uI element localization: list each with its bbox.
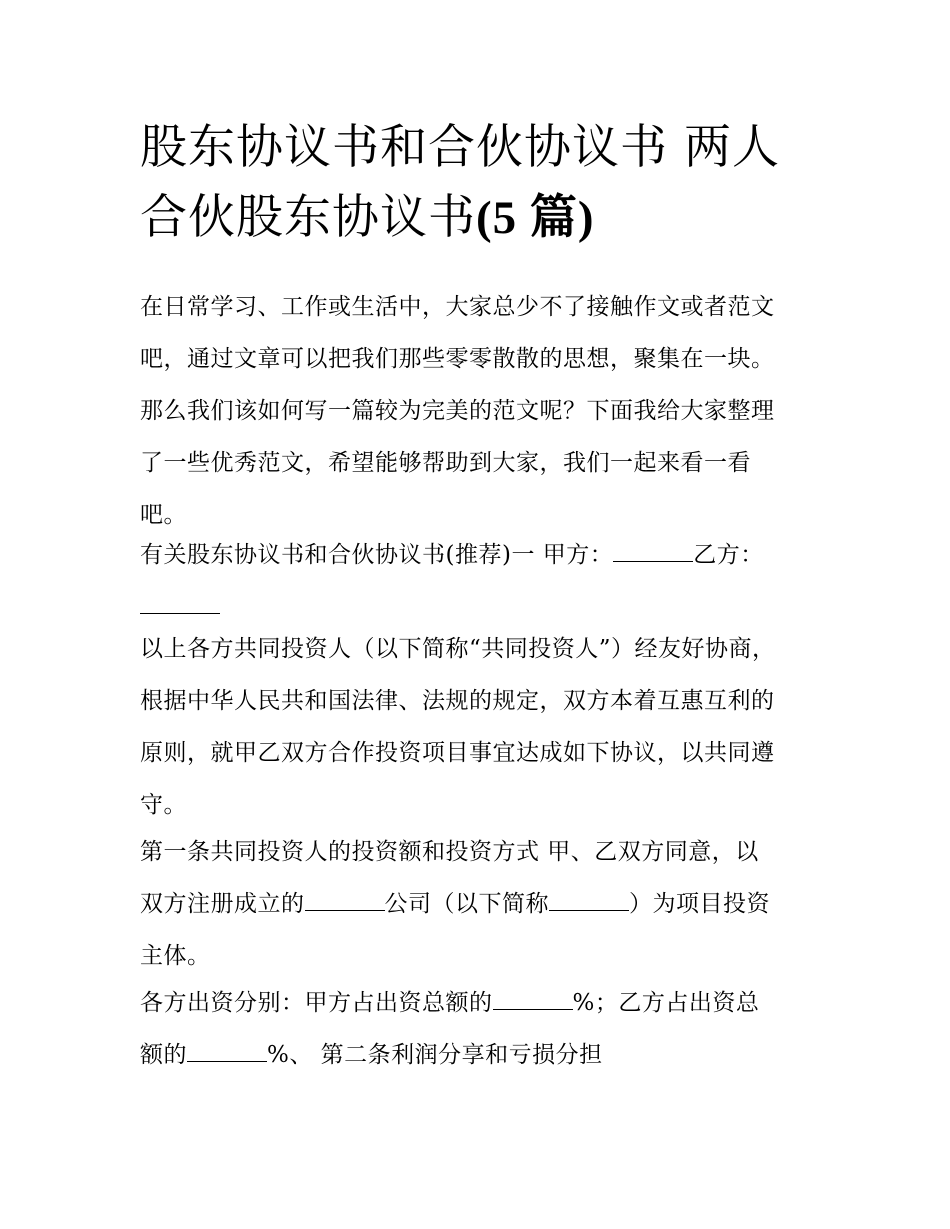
section-heading xyxy=(140,529,820,633)
investors-line: 根据中华人民共和国法律、法规的规定，双方本着互惠互利的 xyxy=(140,688,775,714)
intro-line: 了一些优秀范文，希望能够帮助到大家，我们一起来看一看 xyxy=(140,450,751,476)
party-b-share-blank xyxy=(187,1041,267,1062)
article-one-text-b: 公司（以下简称 xyxy=(384,891,549,917)
contribution-text-a: 各方出资分别：甲方占出资总额的 xyxy=(140,990,493,1016)
contribution-paragraph xyxy=(140,977,820,1081)
contribution-text-b: %；乙方占出资总 xyxy=(572,990,760,1016)
investors-line: 守。 xyxy=(140,792,187,818)
title-line-2 xyxy=(140,183,830,253)
article-one-text-c: ）为项目投资 xyxy=(629,891,770,917)
party-a-blank xyxy=(613,541,693,562)
title-line-1: 股东协议书和合伙协议书 两人 xyxy=(140,120,780,175)
contribution-line-2 xyxy=(140,1029,820,1081)
company-name-blank xyxy=(305,890,385,911)
article-one-paragraph xyxy=(140,826,820,982)
intro-paragraph xyxy=(140,281,820,541)
document-title xyxy=(140,113,830,253)
article-one-line-1: 第一条共同投资人的投资额和投资方式 甲、乙双方同意，以 xyxy=(140,839,759,865)
party-b-blank xyxy=(140,593,220,614)
contribution-text-d: %、 第二条利润分享和亏损分担 xyxy=(267,1042,603,1068)
intro-line: 吧，通过文章可以把我们那些零零散散的思想，聚集在一块。 xyxy=(140,346,775,372)
title-count: (5 篇) xyxy=(476,192,595,244)
investors-line: 原则，就甲乙双方合作投资项目事宜达成如下协议，以共同遵 xyxy=(140,740,775,766)
investors-paragraph xyxy=(140,623,820,831)
intro-line: 在日常学习、工作或生活中，大家总少不了接触作文或者范文 xyxy=(140,294,775,320)
article-one-line-3: 主体。 xyxy=(140,943,211,969)
section-heading-line xyxy=(140,529,820,581)
party-a-share-blank xyxy=(493,989,573,1010)
contribution-line-1 xyxy=(140,977,820,1029)
article-one-text-a: 双方注册成立的 xyxy=(140,891,305,917)
contribution-text-c: 额的 xyxy=(140,1042,187,1068)
investors-line: 以上各方共同投资人（以下简称“共同投资人”）经友好协商， xyxy=(140,636,776,662)
intro-line: 吧。 xyxy=(140,502,187,528)
company-short-name-blank xyxy=(549,890,629,911)
party-b-label: 乙方： xyxy=(693,542,764,568)
section-heading-text: 有关股东协议书和合伙协议书(推荐)一 甲方： xyxy=(140,542,614,568)
article-one-line-2 xyxy=(140,878,820,930)
intro-line: 那么我们该如何写一篇较为完美的范文呢？下面我给大家整理 xyxy=(140,398,775,424)
title-line-2-text: 合伙股东协议书 xyxy=(140,190,476,245)
